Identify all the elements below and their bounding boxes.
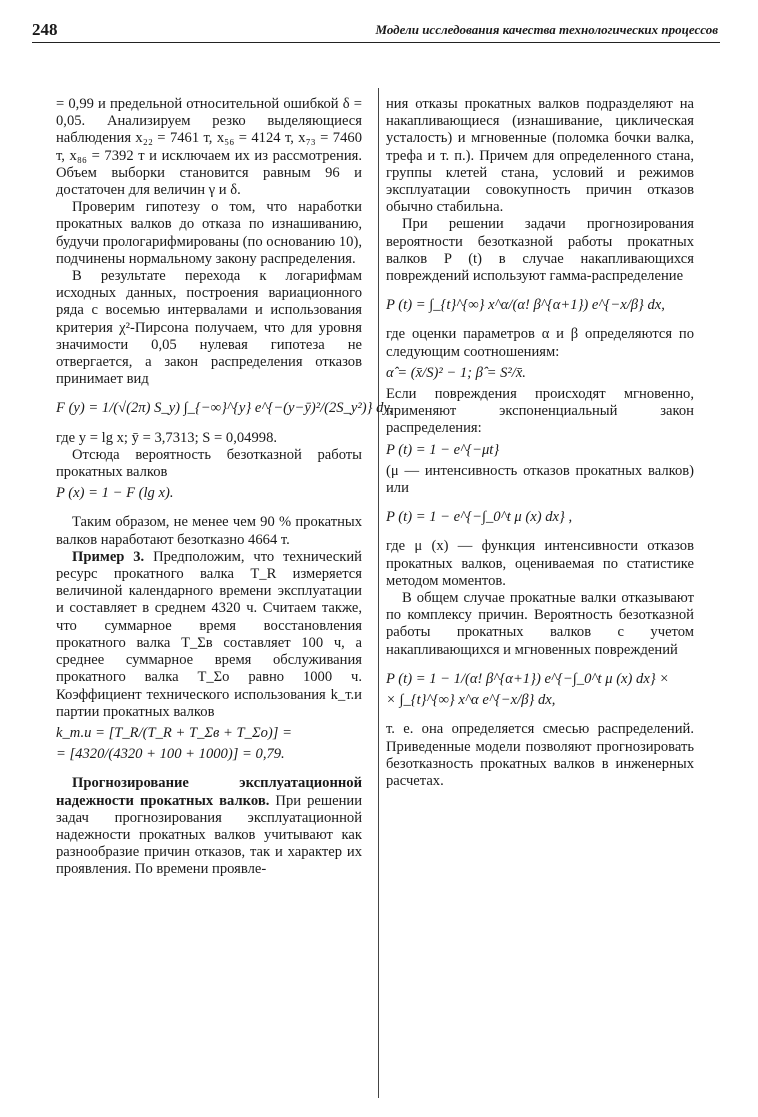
right-column [386, 96, 694, 790]
paragraph: В результате перехода к логарифмам исходных данных, построения вариационного ряда с восемью интервалами и использования критерия χ²-Пирсона получаем, что для уровня значимости 0,05 нулевая гипотеза не отвергается, а закон распределения отказов принимает вид [56, 268, 362, 388]
paragraph: ния отказы прокатных валков подразделяют на накапливающиеся (изнашивание, циклическая усталость) и мгновенные (поломка бочки валка, трефа и т. п.). Причем для определенного стана, группы клетей стана, условий и режимов эксплуатации совокупность причин отказов обычно стабильна. [386, 96, 694, 216]
equation: P (t) = 1 − e^{−∫_0^t μ (x) dx} , [386, 509, 573, 526]
equation: α̂ = (x̄/S)² − 1; β̂ = S²/x̄. [386, 364, 526, 381]
paragraph [56, 775, 362, 878]
left-column [56, 96, 393, 879]
equation: P (t) = 1 − e^{−μt} [386, 441, 500, 458]
equation: F (y) = 1/(√(2π) S_y) ∫_{−∞}^{y} e^{−(y−ȳ)²/(2S_y²)} dy, [56, 400, 393, 417]
page-number: 248 [32, 20, 58, 39]
equation: P (t) = 1 − 1/(α! β^{α+1}) e^{−∫_0^t μ (x) dx} × [386, 670, 670, 687]
paragraph: где μ (x) — функция интенсивности отказов прокатных валков, оцениваемая по статистике методом моментов. [386, 538, 694, 589]
paragraph: Проверим гипотезу о том, что наработки прокатных валков до отказа по изнашиванию, будучи прологарифмированы (по основанию 10), подчинены нормальному закону распределения. [56, 199, 362, 267]
example-label: Пример 3. [72, 548, 145, 565]
equation: P (t) = ∫_{t}^{∞} x^α/(α! β^{α+1}) e^{−x/β} dx, [386, 297, 665, 314]
column-divider [378, 88, 379, 1098]
paragraph: т. е. она определяется смесью распределений. Приведенные модели позволяют прогнозировать безотказность прокатных валков в инженерных расчетах. [386, 721, 694, 789]
paragraph: где y = lg x; ȳ = 3,7313; S = 0,04998. [56, 429, 278, 446]
paragraph: Если повреждения происходят мгновенно, применяют экспоненциальный закон распределения: [386, 386, 694, 437]
paragraph: Отсюда вероятность безотказной работы прокатных валков [56, 446, 362, 481]
header-rule [32, 42, 720, 43]
paragraph: (μ — интенсивность отказов прокатных валков) или [386, 462, 694, 497]
paragraph [56, 549, 362, 721]
equation: P (x) = 1 − F (lg x). [56, 485, 174, 502]
running-head: Модели исследования качества технологических процессов [375, 22, 718, 37]
paragraph-text: Предположим, что технический ресурс прокатного валка T_R измеряется величиной календарного времени эксплуатации и составляет в среднем 4320 ч. Считаем также, что суммарное время восстановления прокатного валка T_Σв составляет 100 ч, а среднее суммарное время обслуживания прокатного валка T_Σо равно 1000 ч. Коэффициент технического использования k_т.и партии прокатных валков [56, 548, 362, 720]
paragraph-text: При решении задач прогнозирования эксплуатационной надежности прокатных валков учитывают как разнообразие причин отказов, так и характер их проявления. По времени проявле- [56, 792, 363, 878]
paragraph: При решении задачи прогнозирования вероятности безотказной работы прокатных валков P (t) в случае накапливающихся повреждений используют гамма-распределение [386, 216, 694, 285]
equation: × ∫_{t}^{∞} x^α e^{−x/β} dx, [386, 692, 556, 709]
equation: = [4320/(4320 + 100 + 1000)] = 0,79. [56, 746, 285, 763]
section-heading: Прогнозирование эксплуатационной надежности прокатных валков. [56, 775, 362, 809]
paragraph: Таким образом, не менее чем 90 % прокатных валков наработают безотказно 4664 т. [56, 514, 362, 548]
equation: k_т.и = [T_R/(T_R + T_Σв + T_Σо)] = [56, 724, 292, 741]
paragraph: где оценки параметров α и β определяются по следующим соотношениям: [386, 326, 694, 360]
paragraph: В общем случае прокатные валки отказывают по комплексу причин. Вероятность безотказной работы прокатных валков с учетом накапливающихся и мгновенных повреждений [386, 590, 694, 658]
paragraph: = 0,99 и предельной относительной ошибкой δ = 0,05. Анализируем резко выделяющиеся наблюдения x₂₂ = 7461 т, x₅₆ = 4124 т, x₇₃ = 7460 т, x₈₆ = 7392 т и исключаем их из рассмотрения. Объем выборки становится равным 96 и достаточен для величин γ и δ. [56, 96, 362, 199]
